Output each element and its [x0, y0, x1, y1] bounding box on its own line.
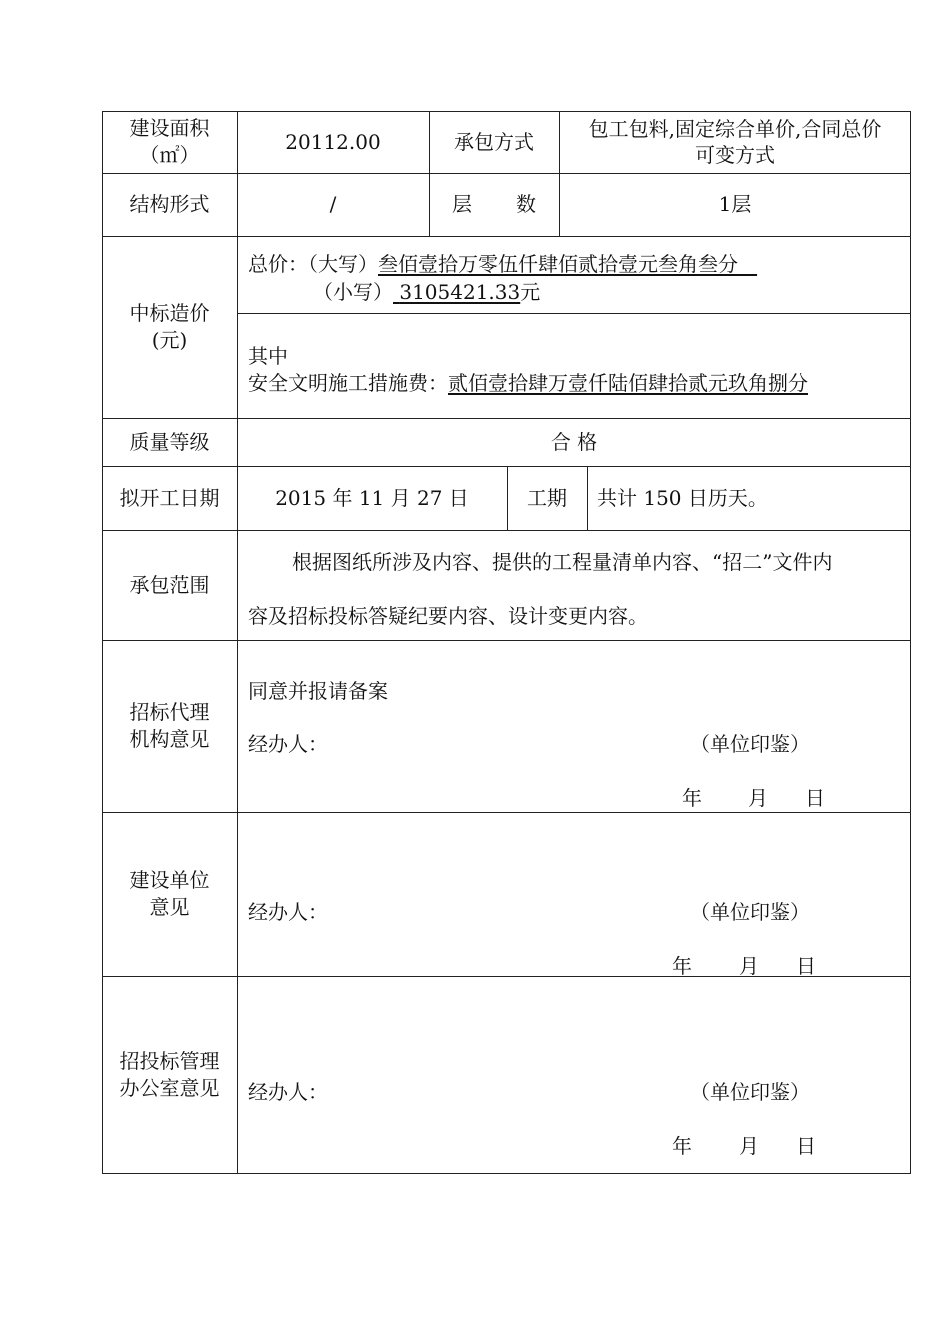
scope-line1: 根据图纸所涉及内容、提供的工程量清单内容、“招二”文件内: [292, 550, 833, 574]
builder-seal: （单位印鉴）: [690, 900, 810, 924]
start-date-label: 拟开工日期: [119, 485, 220, 510]
office-day: 日: [796, 1134, 816, 1158]
floors-label-1: 层: [452, 192, 472, 216]
scope-label: 承包范围: [129, 572, 210, 597]
safety-fee-line: [248, 367, 808, 396]
office-handler: 经办人：: [248, 1080, 328, 1104]
bid-info-table: [102, 111, 911, 1174]
column-divider: [587, 466, 588, 530]
label-column-divider: [237, 111, 238, 1174]
area-label-line2: （㎡）: [139, 143, 200, 167]
builder-handler: 经办人：: [248, 900, 328, 924]
agency-opinion-text: 同意并报请备案: [248, 679, 388, 703]
agency-day: 日: [805, 786, 825, 810]
duration-label: 工期: [527, 485, 567, 510]
area-value-cell: [237, 111, 429, 173]
bid-price-label-line1: 中标造价: [129, 301, 210, 325]
row-divider: [237, 313, 911, 314]
structure-value-cell: [237, 173, 429, 236]
of-which: 其中: [248, 344, 288, 368]
total-price-upper-line: [248, 248, 757, 277]
agency-handler: 经办人：: [248, 732, 328, 756]
agency-month: 月: [748, 786, 768, 810]
table-border-right: [910, 111, 911, 1174]
builder-opinion-label-line2: 意见: [149, 895, 190, 919]
agency-opinion-label-line1: 招标代理: [129, 700, 210, 724]
scope-line2: 容及招标投标答疑纪要内容、设计变更内容。: [248, 604, 648, 628]
office-opinion-label-line2: 办公室意见: [119, 1075, 220, 1100]
area-label-cell: [102, 111, 237, 173]
agency-opinion-label-cell: [102, 640, 237, 812]
lower-suffix: 元: [520, 280, 541, 304]
office-opinion-label-cell: [102, 976, 237, 1173]
start-date-label-cell: [102, 466, 237, 530]
start-date-value-cell: [237, 466, 507, 530]
total-price-prefix: 总价：（大写）: [248, 252, 378, 276]
safety-fee-value: 贰佰壹拾肆万壹仟陆佰肆拾贰元玖角捌分: [448, 371, 808, 395]
agency-opinion-label-line2: 机构意见: [129, 727, 210, 751]
office-opinion-label-line1: 招投标管理: [119, 1048, 220, 1073]
area-label-line1: 建设面积: [129, 116, 210, 140]
quality-value-cell: [237, 418, 911, 466]
table-border-bottom: [102, 1173, 911, 1174]
of-which-line: [248, 340, 288, 369]
total-price-lower: 3105421.33: [399, 280, 521, 304]
contract-mode-line2: 可变方式: [695, 143, 775, 167]
start-date-value: 2015 年 11 月 27 日: [275, 485, 469, 510]
quality-label-cell: [102, 418, 237, 466]
quality-value: 合 格: [550, 429, 598, 454]
floors-value: 1层: [718, 192, 752, 216]
safety-fee-label: 安全文明施工措施费：: [248, 371, 448, 395]
total-price-upper: 叁佰壹拾万零伍仟肆佰贰拾壹元叁角叁分: [378, 252, 738, 276]
structure-label: 结构形式: [129, 192, 210, 216]
duration-value-cell: [597, 466, 907, 530]
builder-opinion-label-cell: [102, 812, 237, 976]
duration-value: 共计 150 日历天。: [597, 485, 768, 510]
bid-price-label-cell: [102, 236, 237, 418]
contract-mode-value-cell: [559, 111, 911, 173]
duration-label-cell: [507, 466, 587, 530]
scope-label-cell: [102, 530, 237, 640]
contract-mode-label-cell: [429, 111, 559, 173]
floors-label-2: 数: [516, 192, 536, 216]
agency-year: 年: [682, 786, 702, 810]
structure-label-cell: [102, 173, 237, 236]
builder-opinion-label-line1: 建设单位: [129, 868, 210, 892]
contract-mode-line1: 包工包料,固定综合单价,合同总价: [588, 117, 882, 141]
builder-month: 月: [739, 954, 759, 978]
total-price-lower-line: [313, 276, 540, 305]
floors-label-cell: [429, 173, 559, 236]
office-seal: （单位印鉴）: [690, 1080, 810, 1104]
bid-price-label-line2: (元): [151, 328, 188, 352]
office-month: 月: [739, 1134, 759, 1158]
office-year: 年: [672, 1134, 692, 1158]
builder-year: 年: [672, 954, 692, 978]
contract-mode-label: 承包方式: [454, 129, 534, 154]
structure-value: /: [329, 192, 337, 216]
area-value: 20112.00: [285, 129, 381, 154]
floors-value-cell: [559, 173, 911, 236]
builder-day: 日: [796, 954, 816, 978]
lower-prefix: （小写）: [313, 280, 393, 304]
quality-label: 质量等级: [129, 429, 210, 454]
agency-seal: （单位印鉴）: [690, 732, 810, 756]
